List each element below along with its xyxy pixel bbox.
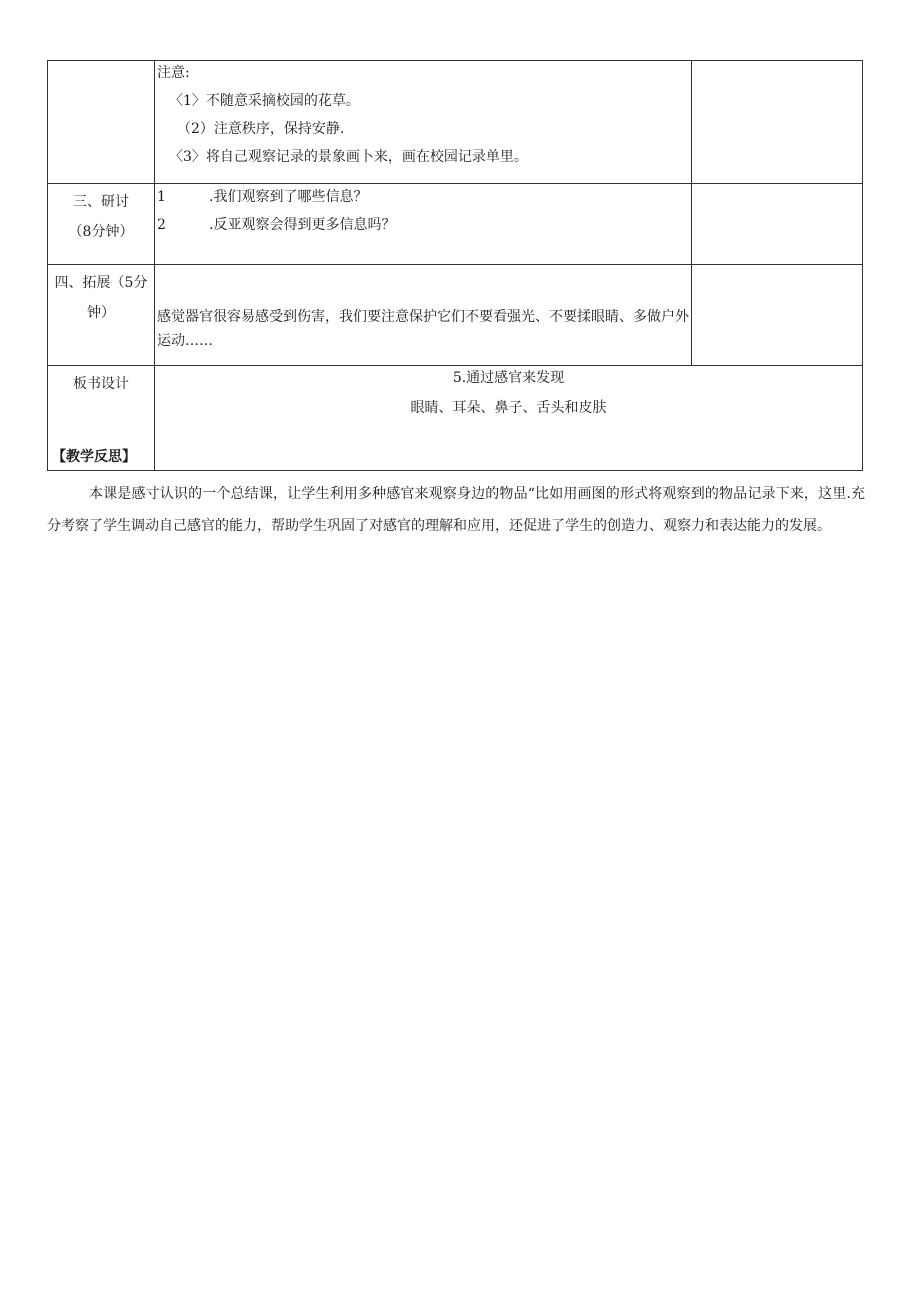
question-item (155, 187, 691, 207)
question-text: .我们观察到了哪些信息？ (209, 189, 368, 205)
board-design-row (48, 366, 863, 471)
question-number: 1 (157, 189, 166, 205)
note-item: （2）注意秩序，保持安静. (177, 121, 345, 137)
notes-row (48, 61, 863, 184)
board-items: 眼睛、耳朵、鼻子、舌头和皮肤 (410, 400, 607, 416)
extend-label-cell (48, 265, 155, 366)
discuss-content-cell (155, 184, 692, 265)
board-title: 5.通过感官来发现 (452, 370, 565, 386)
discuss-row (48, 184, 863, 265)
extend-text: 感觉器官很容易感受到伤害，我们要注意保护它们不要看强光、不要揉眼睛、多做户外运动…… (157, 309, 689, 349)
note-item: 〈3〉将自己观察记录的景象画卜来，画在校园记录单里。 (169, 149, 528, 165)
note-item: 〈1〉不随意采摘校园的花草。 (169, 93, 360, 109)
extend-label: 四、拓展（5分 (54, 275, 148, 291)
notes-label-cell (48, 61, 155, 184)
discuss-duration: （8分钟） (68, 224, 134, 240)
discuss-label: 三、研讨 (73, 194, 129, 210)
board-label: 板书设计 (73, 376, 129, 392)
extend-row (48, 265, 863, 366)
question-text: .反亚观察会得到更多信息吗？ (209, 217, 396, 233)
board-content-cell (155, 366, 863, 471)
question-item (155, 215, 691, 235)
extend-duration: 钟） (87, 305, 115, 321)
question-number: 2 (157, 217, 166, 233)
discuss-label-cell (48, 184, 155, 265)
notes-content-cell (155, 61, 692, 184)
extend-remarks-cell (692, 265, 863, 366)
lesson-plan-table (47, 60, 863, 471)
notes-remarks-cell (692, 61, 863, 184)
reflection-body: 本课是感寸认识的一个总结课，让学生利用多种感官来观察身边的物品“比如用画图的形式将观察到的物品记录下来，这里.充分考察了学生调动自己感官的能力，帮助学生巩固了对感官的理解和应用，还促进了学生的创造力、观察力和表达能力的发展。 (47, 486, 865, 534)
notes-title: 注意: (157, 65, 190, 81)
discuss-remarks-cell (692, 184, 863, 265)
extend-content-cell (155, 265, 692, 366)
reflection-heading: 【教学反思】 (52, 449, 136, 465)
